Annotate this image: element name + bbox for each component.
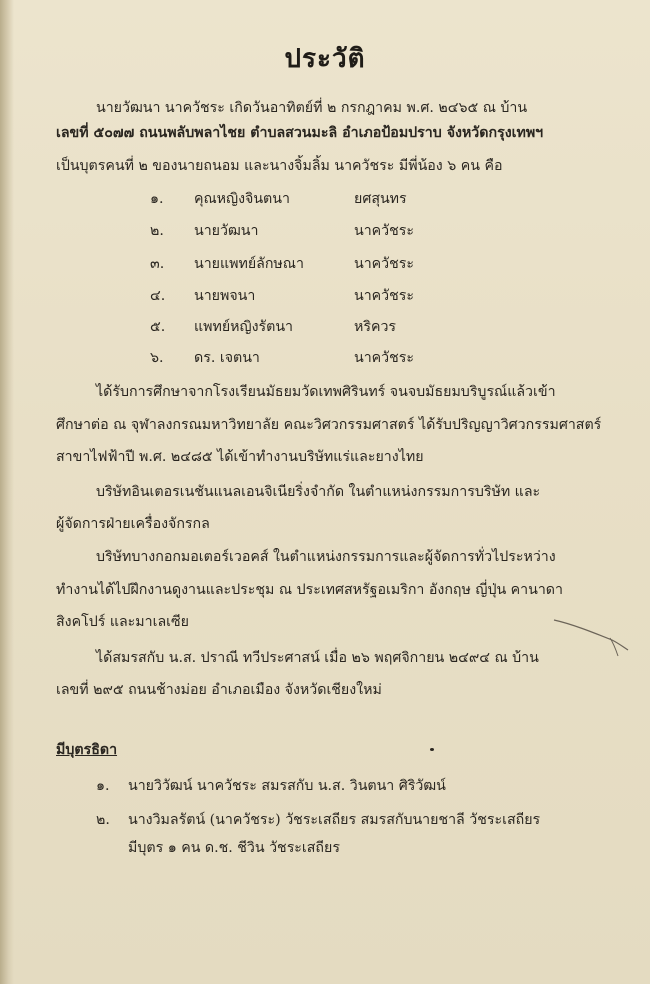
- sibling-surname: นาควัชระ: [354, 256, 414, 272]
- sibling-surname: นาควัชระ: [354, 350, 414, 366]
- pen-scribble-mark: [552, 610, 630, 660]
- child-text: นายวิวัฒน์ นาควัชระ สมรสกับ น.ส. วินตนา ศิริวัฒน์: [128, 778, 446, 794]
- intro-line-1: นายวัฒนา นาควัชระ เกิดวันอาทิตย์ที่ ๒ กรกฎาคม พ.ศ. ๒๔๖๕ ณ บ้าน: [96, 100, 528, 116]
- sibling-name: นายพจนา: [194, 288, 256, 304]
- marriage-line-2: เลขที่ ๒๙๕ ถนนช้างม่อย อำเภอเมือง จังหวัดเชียงใหม่: [56, 682, 382, 698]
- child-subline: มีบุตร ๑ คน ด.ช. ชีวิน วัชระเสถียร: [128, 840, 340, 856]
- career2-line-3: สิงคโปร์ และมาเลเซีย: [56, 614, 189, 630]
- sibling-item: [150, 255, 414, 273]
- child-number: ๑.: [96, 778, 110, 794]
- sibling-item: [150, 287, 414, 305]
- sibling-item: [150, 190, 407, 208]
- education-line-1: ได้รับการศึกษาจากโรงเรียนมัธยมวัดเทพศิรินทร์ จนจบมัธยมบริบูรณ์แล้วเข้า: [96, 384, 556, 400]
- sibling-item: [150, 318, 396, 336]
- intro-line-3: เป็นบุตรคนที่ ๒ ของนายถนอม และนางจิ้มลิ้ม นาควัชระ มีพี่น้อง ๖ คน คือ: [56, 158, 503, 174]
- marriage-line-1: ได้สมรสกับ น.ส. ปราณี ทวีประศาสน์ เมื่อ ๒๖ พฤศจิกายน ๒๔๙๔ ณ บ้าน: [96, 650, 539, 666]
- sibling-name: นายแพทย์ลักษณา: [194, 256, 304, 272]
- sibling-name: คุณหญิงจินตนา: [194, 191, 290, 207]
- sibling-number: ๑.: [150, 191, 164, 207]
- career2-line-2: ทำงานได้ไปฝึกงานดูงานและประชุม ณ ประเทศสหรัฐอเมริกา อังกฤษ ญี่ปุ่น คานาดา: [56, 582, 563, 598]
- sibling-number: ๒.: [150, 223, 164, 239]
- career1-line-2: ผู้จัดการฝ่ายเครื่องจักรกล: [56, 516, 210, 532]
- sibling-item: [150, 222, 414, 240]
- children-heading: มีบุตรธิดา: [56, 742, 118, 758]
- child-text: นางวิมลรัตน์ (นาควัชระ) วัชระเสถียร สมรสกับนายชาลี วัชระเสถียร: [128, 812, 541, 828]
- education-line-3: สาขาไฟฟ้าปี พ.ศ. ๒๔๘๕ ได้เข้าทำงานบริษัทแร่และยางไทย: [56, 449, 424, 465]
- sibling-surname: หริควร: [354, 319, 397, 335]
- sibling-name: ดร. เจตนา: [194, 350, 260, 366]
- sibling-number: ๓.: [150, 256, 165, 272]
- career2-line-1: บริษัทบางกอกมอเตอร์เวอคส์ ในตำแหน่งกรรมการและผู้จัดการทั่วไประหว่าง: [96, 549, 556, 565]
- sibling-name: นายวัฒนา: [194, 223, 259, 239]
- sibling-surname: ยศสุนทร: [354, 191, 407, 207]
- child-item: [96, 777, 446, 795]
- sibling-surname: นาควัชระ: [354, 288, 414, 304]
- page-spine-shadow: [0, 0, 14, 984]
- intro-line-2: เลขที่ ๕๐๗๗ ถนนพลับพลาไชย ตำบลสวนมะลิ อำเภอป้อมปราบ จังหวัดกรุงเทพฯ: [56, 125, 544, 141]
- sibling-number: ๔.: [150, 288, 166, 304]
- ink-dot: [430, 748, 434, 751]
- sibling-name: แพทย์หญิงรัตนา: [194, 319, 294, 335]
- education-line-2: ศึกษาต่อ ณ จุฬาลงกรณมหาวิทยาลัย คณะวิศวกรรมศาสตร์ ได้รับปริญญาวิศวกรรมศาสตร์: [56, 417, 602, 433]
- page-title: ประวัติ: [284, 44, 366, 74]
- child-item: [96, 811, 540, 829]
- sibling-number: ๖.: [150, 350, 164, 366]
- child-number: ๒.: [96, 812, 110, 828]
- career1-line-1: บริษัทอินเตอรเนชันแนลเอนจิเนียริ่งจำกัด ในตำแหน่งกรรมการบริษัท และ: [96, 484, 541, 500]
- sibling-number: ๕.: [150, 319, 166, 335]
- sibling-surname: นาควัชระ: [354, 223, 414, 239]
- sibling-item: [150, 349, 414, 367]
